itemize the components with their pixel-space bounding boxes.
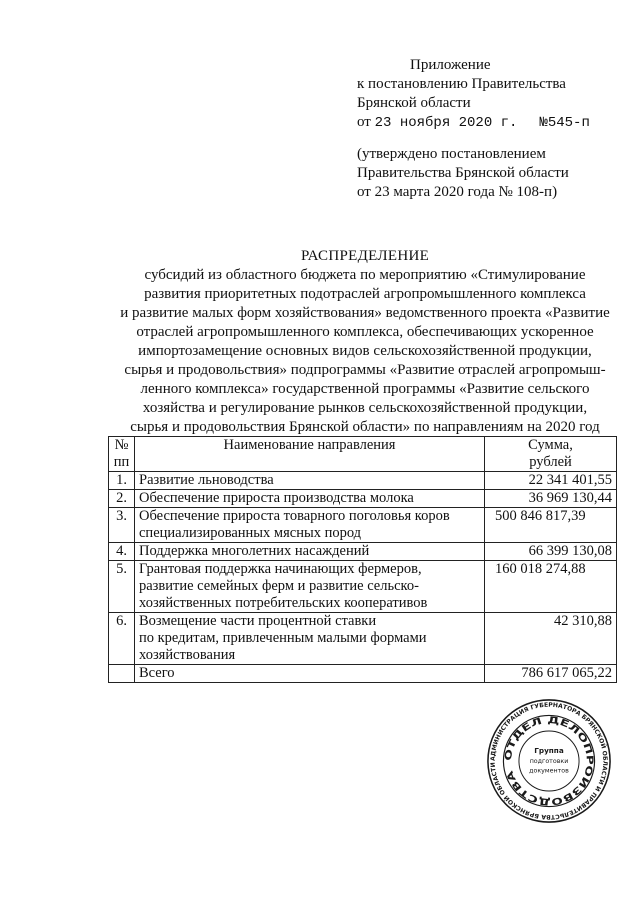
row-name-line: хозяйствования xyxy=(139,647,236,663)
appendix-date: 23 ноября 2020 г. xyxy=(374,115,518,131)
row-name-line: Поддержка многолетних насаждений xyxy=(139,543,370,559)
header-name: Наименование направления xyxy=(135,437,485,472)
appendix-region-line: Брянской области xyxy=(357,95,471,111)
header-number-line-1: № xyxy=(114,437,129,453)
stamp-center-line-1: Группа xyxy=(534,746,564,756)
row-name-line: Развитие льноводства xyxy=(139,472,274,488)
row-name-line: развитие семейных ферм и развитие сельско- xyxy=(139,578,419,594)
table-row xyxy=(109,561,617,613)
header-sum-line-1: Сумма, xyxy=(528,437,573,453)
header-number-line-2: пп xyxy=(113,454,130,470)
document-heading xyxy=(90,247,640,437)
row-name-line: Грантовая поддержка начинающих фермеров, xyxy=(139,561,422,577)
row-number: 3. xyxy=(109,508,135,543)
row-sum: 66 399 130,08 xyxy=(485,543,617,561)
row-sum: 500 846 817,39 xyxy=(485,508,617,543)
appendix-title: Приложение xyxy=(410,57,491,73)
row-number: 5. xyxy=(109,561,135,613)
row-name xyxy=(135,490,485,508)
stamp-inner-text: ОТДЕЛ ДЕЛОПРОИЗВОДСТВА xyxy=(502,714,595,808)
heading-line: ленного комплекса» государственной программы «Развитие сельского xyxy=(140,381,590,397)
stamp-center-line-2: подготовки xyxy=(529,757,569,765)
stamp-center-line-3: документов xyxy=(529,767,569,775)
row-number: 1. xyxy=(109,472,135,490)
heading-line: отраслей агропромышленного комплекса, обеспечивающих ускоренное xyxy=(136,324,594,340)
row-name xyxy=(135,472,485,490)
row-name xyxy=(135,543,485,561)
appendix-number: №545-п xyxy=(539,115,590,131)
row-name-line: специализированных мясных пород xyxy=(139,525,362,541)
header-sum-line-2: рублей xyxy=(529,454,572,470)
approved-line-2: Правительства Брянской области xyxy=(357,165,569,181)
distribution-table xyxy=(108,436,617,683)
approved-note xyxy=(357,145,569,202)
table-header-row xyxy=(109,437,617,472)
row-sum: 36 969 130,44 xyxy=(485,490,617,508)
row-name-line: Возмещение части процентной ставки xyxy=(139,613,377,629)
row-name xyxy=(135,613,485,665)
heading-line: и развитие малых форм хозяйствования» ведомственного проекта «Развитие xyxy=(120,305,610,321)
row-name xyxy=(135,508,485,543)
header-sum xyxy=(485,437,617,472)
heading-line: сырья и продовольствия Брянской области» по направлениям на 2020 год xyxy=(130,419,600,435)
appendix-resolution-line: к постановлению Правительства xyxy=(357,76,566,92)
row-number: 2. xyxy=(109,490,135,508)
total-sum: 786 617 065,22 xyxy=(485,665,617,683)
approved-line-1: (утверждено постановлением xyxy=(357,146,546,162)
row-number: 6. xyxy=(109,613,135,665)
row-sum: 160 018 274,88 xyxy=(485,561,617,613)
row-name-line: по кредитам, привлеченным малыми формами xyxy=(139,630,427,646)
heading-line: развития приоритетных подотраслей агропромышленного комплекса xyxy=(144,286,586,302)
heading-line: сырья и продовольствия» подпрограммы «Развитие отраслей агропромыш- xyxy=(124,362,606,378)
row-name-line: хозяйственных потребительских кооперативов xyxy=(139,595,428,611)
heading-line: импортозамещение основных видов сельскохозяйственной продукции, xyxy=(138,343,592,359)
document-title: РАСПРЕДЕЛЕНИЕ xyxy=(300,248,430,264)
stamp-outer-text: АДМИНИСТРАЦИЯ ГУБЕРНАТОРА БРЯНСКОЙ ОБЛАСТИ И ПРАВИТЕЛЬСТВА БРЯНСКОЙ ОБЛАСТИ xyxy=(489,701,609,821)
table-row xyxy=(109,613,617,665)
table-row xyxy=(109,508,617,543)
table-row xyxy=(109,472,617,490)
row-name-line: Обеспечение прироста производства молока xyxy=(139,490,414,506)
header-number xyxy=(109,437,135,472)
appendix-date-line xyxy=(357,113,590,133)
official-stamp xyxy=(486,698,612,824)
approved-line-3: от 23 марта 2020 года № 108-п) xyxy=(357,184,558,200)
row-sum: 42 310,88 xyxy=(485,613,617,665)
row-sum: 22 341 401,55 xyxy=(485,472,617,490)
table-row xyxy=(109,543,617,561)
row-name-line: Обеспечение прироста товарного поголовья коров xyxy=(139,508,450,524)
table-row xyxy=(109,490,617,508)
row-number: 4. xyxy=(109,543,135,561)
appendix-block xyxy=(357,56,590,133)
table-total-row xyxy=(109,665,617,683)
appendix-date-prefix: от xyxy=(357,114,371,130)
total-label: Всего xyxy=(135,665,485,683)
heading-line: субсидий из областного бюджета по мероприятию «Стимулирование xyxy=(144,267,586,283)
total-number-cell xyxy=(109,665,135,683)
row-name xyxy=(135,561,485,613)
heading-line: хозяйства и регулирование рынков сельскохозяйственной продукции, xyxy=(142,400,588,416)
